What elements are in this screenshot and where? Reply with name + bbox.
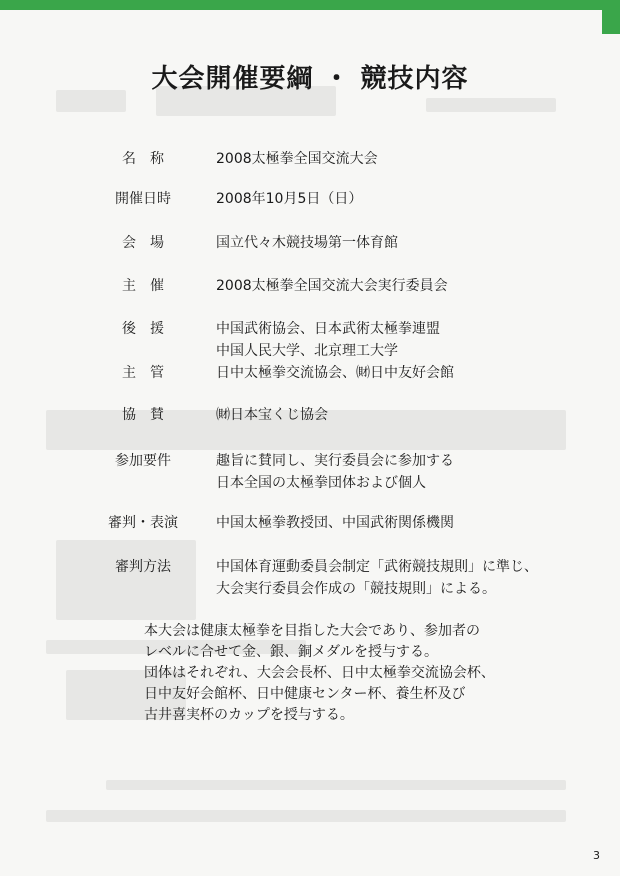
row-value — [216, 318, 596, 362]
notes-paragraph — [144, 621, 584, 726]
row-label: 審判方法 — [115, 559, 171, 575]
notes-line: 団体はそれぞれ、大会会長杯、日中太極拳交流協会杯、 — [144, 665, 495, 681]
row-label: 協 賛 — [122, 407, 164, 423]
value-line: 中国体育運動委員会制定「武術競技規則」に準じ、 — [216, 559, 538, 575]
value-line: 国立代々木競技場第一体育館 — [216, 235, 398, 251]
notes-line: 日中友好会館杯、日中健康センター杯、養生杯及び — [144, 686, 466, 702]
notes-line: 本大会は健康太極拳を目指した大会であり、参加者の — [144, 623, 480, 639]
row-value — [216, 232, 596, 254]
value-line: 中国人民大学、北京理工大学 — [216, 343, 398, 359]
row-value — [216, 450, 596, 494]
row-label: 参加要件 — [115, 453, 171, 469]
row-value — [216, 362, 596, 384]
page-number: 3 — [593, 849, 600, 862]
row-value — [216, 188, 596, 210]
value-line: 大会実行委員会作成の「競技規則」による。 — [216, 581, 496, 597]
row-label: 開催日時 — [115, 191, 171, 207]
value-line: 2008太極拳全国交流大会 — [216, 151, 378, 167]
page-title: 大会開催要綱 ・ 競技内容 — [151, 64, 469, 94]
value-line: 2008年10月5日（日） — [216, 191, 363, 207]
row-label: 審判・表演 — [108, 515, 178, 531]
notes-line: 古井喜実杯のカップを授与する。 — [144, 707, 354, 723]
value-line: 中国武術協会、日本武術太極拳連盟 — [216, 321, 440, 337]
value-line: 中国太極拳教授団、中国武術関係機関 — [216, 515, 454, 531]
value-line: ㈶日本宝くじ協会 — [216, 407, 328, 423]
value-line: 日中太極拳交流協会、㈶日中友好会館 — [216, 365, 454, 381]
row-label: 会 場 — [122, 235, 164, 251]
value-line: 2008太極拳全国交流大会実行委員会 — [216, 278, 448, 294]
row-value — [216, 275, 596, 297]
row-value — [216, 148, 596, 170]
row-value — [216, 556, 596, 600]
row-label: 主 管 — [122, 365, 164, 381]
row-value — [216, 512, 596, 534]
row-label: 主 催 — [122, 278, 164, 294]
row-value — [216, 404, 596, 426]
value-line: 趣旨に賛同し、実行委員会に参加する — [216, 453, 454, 469]
notes-line: レベルに合せて金、銀、銅メダルを授与する。 — [144, 644, 438, 660]
value-line: 日本全国の太極拳団体および個人 — [216, 475, 426, 491]
row-label: 後 援 — [122, 321, 164, 337]
corner-accent-tab — [602, 10, 620, 34]
top-accent-bar — [0, 0, 620, 10]
row-label: 名 称 — [122, 151, 164, 167]
